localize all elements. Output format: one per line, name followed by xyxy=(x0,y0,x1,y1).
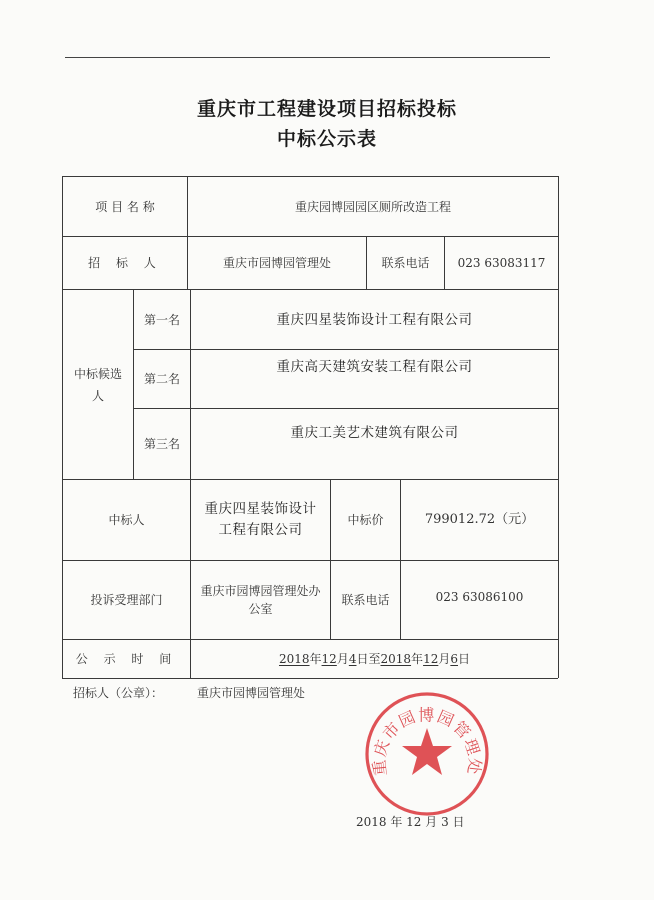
seal-org: 重庆市园博园管理处 xyxy=(197,686,306,700)
candidate-rank: 第二名 xyxy=(143,372,180,386)
official-seal xyxy=(363,690,491,818)
seal-text: 重庆市园博园管理处 xyxy=(369,705,485,777)
tenderer-phone-label: 联系电话 xyxy=(381,256,430,270)
candidate-name: 重庆工美艺术建筑有限公司 xyxy=(290,425,459,441)
winner-name-line1: 重庆四星装饰设计 xyxy=(204,501,317,517)
candidate-name: 重庆四星装饰设计工程有限公司 xyxy=(276,311,473,328)
candidate-name: 重庆高天建筑安装工程有限公司 xyxy=(276,359,473,375)
complaint-phone-label: 联系电话 xyxy=(341,593,390,607)
winner-name-line2: 工程有限公司 xyxy=(218,522,303,538)
winner-label: 中标人 xyxy=(108,513,145,527)
tenderer-label: 招 标 人 xyxy=(88,256,162,270)
candidate-rank: 第三名 xyxy=(143,437,180,451)
tenderer-phone-value: 023 63083117 xyxy=(457,256,546,270)
star-icon xyxy=(402,728,452,775)
top-rule xyxy=(65,57,550,58)
project-name-label: 项 目 名 称 xyxy=(95,199,155,214)
document-title: 重庆市工程建设项目招标投标 xyxy=(196,98,457,120)
candidate-rank: 第一名 xyxy=(143,312,180,327)
price-value: 799012.72（元） xyxy=(424,512,535,527)
document-subtitle: 中标公示表 xyxy=(276,128,377,150)
period-label: 公 示 时 间 xyxy=(75,652,178,666)
candidates-label: 中标候选人 xyxy=(73,366,122,403)
seal-label: 招标人（公章）： xyxy=(73,686,164,700)
complaint-dept-label: 投诉受理部门 xyxy=(90,593,163,607)
project-name-value: 重庆园博园园区厕所改造工程 xyxy=(294,199,451,214)
tenderer-value: 重庆市园博园管理处 xyxy=(222,256,331,270)
complaint-dept-line2: 公室 xyxy=(248,602,273,616)
complaint-phone-value: 023 63086100 xyxy=(435,590,524,604)
period-value: 2018年12月4日至2018年12月6日 xyxy=(278,652,471,666)
signing-date: 2018 年 12 月 3 日 xyxy=(356,815,465,829)
complaint-dept-line1: 重庆市园博园管理处办 xyxy=(200,584,321,598)
price-label: 中标价 xyxy=(347,513,384,527)
